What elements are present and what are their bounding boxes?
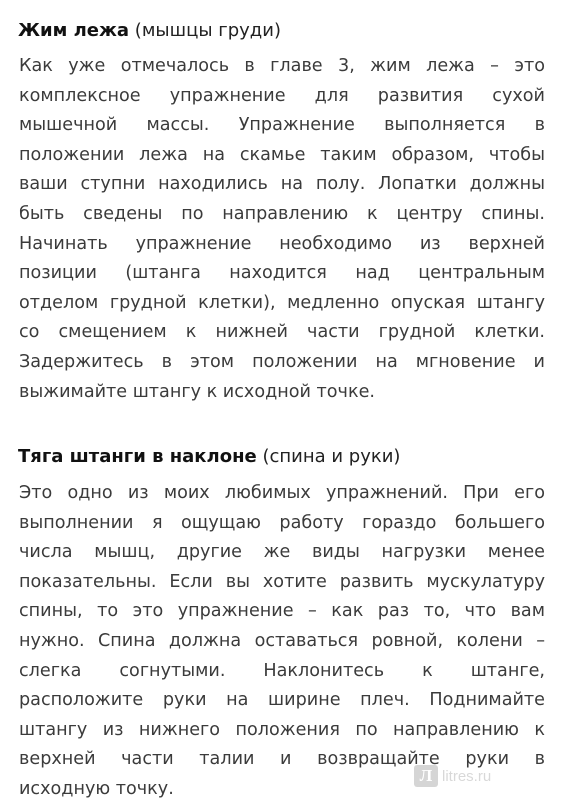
text-line: нужно. Спина должна оставаться ровной, колени –	[19, 630, 545, 651]
text-line: Как уже отмечалось в главе 3, жим лежа – это	[19, 56, 545, 76]
text-line: числа мышц, другие же виды нагрузки менее	[19, 542, 545, 563]
text-line: штангу из нижнего положения по направлению к	[19, 719, 545, 740]
text-line: исходную точку.	[19, 778, 174, 799]
text-line: отделом грудной клетки), медленно опуская штангу	[19, 292, 545, 313]
section-heading-bench-press	[18, 19, 281, 43]
text-line: верхней части талии и возвращайте руки в	[19, 749, 545, 770]
text-line: со смещением к нижней части грудной клетки.	[19, 322, 545, 343]
litres-logo-icon: Л	[414, 765, 438, 787]
text-line: Начинать упражнение необходимо из верхней	[19, 233, 545, 254]
heading-muscle-group: (мышцы груди)	[129, 20, 281, 41]
text-line: позиции (штанга находится над центральным	[19, 263, 545, 284]
paragraph-bench-press	[19, 52, 545, 407]
text-line: Задержитесь в этом положении на мгновение и	[19, 351, 545, 372]
text-line: спины, то это упражнение – как раз то, что вам	[19, 601, 545, 622]
text-line: ваши ступни находились на полу. Лопатки должны	[19, 174, 545, 195]
text-line: выжимайте штангу к исходной точке.	[19, 381, 375, 402]
heading-bold: Жим лежа	[18, 20, 130, 41]
text-line: слегка согнутыми. Наклонитесь к штанге,	[19, 660, 545, 681]
paragraph-bent-over-row	[19, 479, 545, 805]
text-line: мышечной массы. Упражнение выполняется в	[19, 115, 545, 136]
section-heading-bent-over-row	[18, 445, 400, 469]
heading-bold: Тяга штанги в наклоне	[18, 446, 257, 467]
text-line: комплексное упражнение для развития сухой	[19, 85, 545, 106]
text-line: положении лежа на скамье таким образом, чтобы	[19, 144, 545, 165]
text-line: быть сведены по направлению к центру спины.	[19, 203, 545, 224]
watermark-text: litres.ru	[442, 767, 492, 785]
litres-watermark	[414, 765, 491, 787]
text-line: расположите руки на ширине плеч. Поднимайте	[19, 690, 545, 711]
heading-muscle-group: (спина и руки)	[256, 446, 401, 467]
text-line: Это одно из моих любимых упражнений. При его	[19, 483, 545, 503]
text-line: показательны. Если вы хотите развить мускулатуру	[19, 571, 545, 592]
text-line: выполнении я ощущаю работу гораздо большего	[19, 512, 545, 533]
